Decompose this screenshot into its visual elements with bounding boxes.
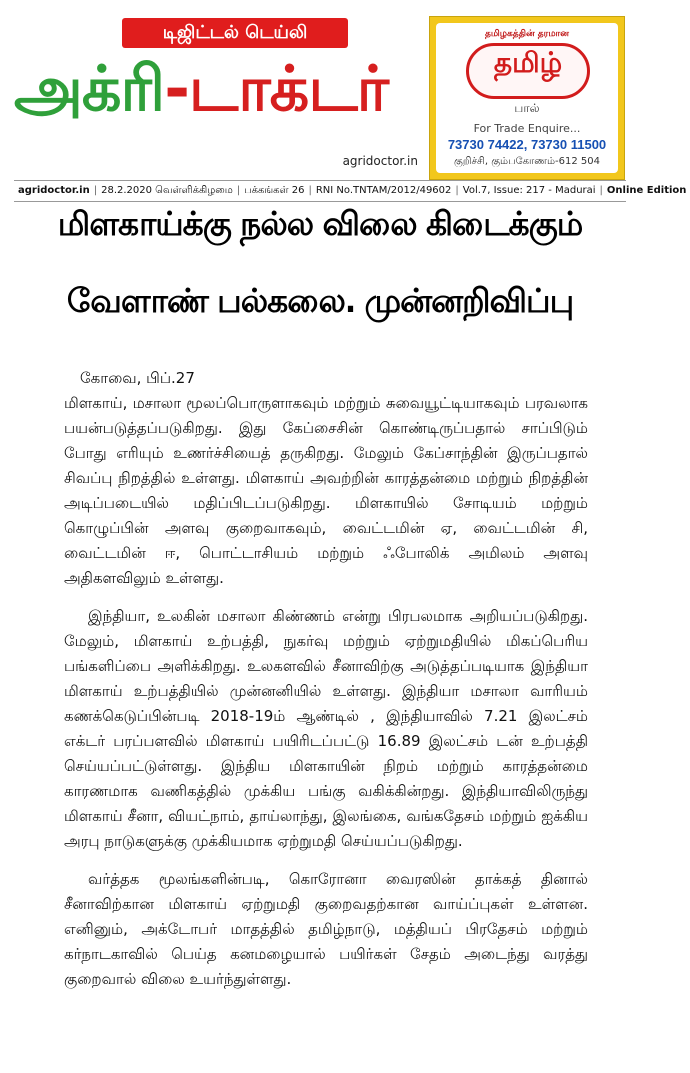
issue-date: 28.2.2020 வெள்ளிக்கிழமை [101, 185, 233, 196]
headline [14, 204, 626, 358]
article-paragraph: இந்தியா, உலகின் மசாலா கிண்ணம் என்று பிரபலமாக அறியப்படுகிறது. மேலும், மிளகாய் உற்பத்தி, நுகர்வு மற்றும் ஏற்றுமதியில் மிகப்பெரிய பங்களிப்பை அளிக்கிறது. உலகளவில் சீனாவிற்கு அடுத்தப்படியாக இந்தியா மிளகாய் உற்பத்தியில் முன்னனியில் உள்ளது. இந்தியா மசாலா வாரியம் கணக்கெடுப்பின்படி 2018-19ம் ஆண்டில் , இந்தியாவில் 7.21 இலட்சம் எக்டர் பரப்பளவில் மிளகாய் பயிரிடப்பட்டு 16.89 இலட்சம் டன் உற்பத்தி செய்யப்பட்டுள்ளது. இந்திய மிளகாயின் நிறம் மற்றும் காரத்தன்மை காரணமாக வணிகத்தில் முக்கிய பங்கு வகிக்கின்றது. இந்தியாவிலிருந்து மிளகாய் சீனா, வியட்நாம், தாய்லாந்து, இலங்கை, வங்கதேசம் மற்றும் ஐக்கிய அரபு நாடுகளுக்கு முக்கியமாக ஏற்றுமதி செய்யப்படுகிறது. [64, 607, 588, 850]
article-dateline: கோவை, பிப்.27 [80, 369, 195, 387]
brand-logo-part1: அக்ரி [14, 52, 165, 125]
advertisement-panel [436, 23, 618, 173]
strip-site: agridoctor.in [18, 185, 90, 196]
ad-product: பால் [514, 101, 540, 115]
rni-number: RNI No.TNTAM/2012/49602 [315, 185, 452, 196]
volume-issue: Vol.7, Issue: 217 - Madurai [462, 185, 596, 196]
article-paragraph: வர்த்தக மூலங்களின்படி, கொரோனா வைரஸின் தாக்கத் தினால் சீனாவிற்கான மிளகாய் ஏற்றுமதி குறைவதற்கான வாய்ப்புகள் உள்ளன. எனினும், அக்டோபர் மாதத்தில் தமிழ்நாடு, மத்தியப் பிரதேசம் மற்றும் கர்நாடகாவில் பெய்த கனமழையால் பயிர்கள் சேதம் அடைந்து வரத்து குறைவால் விலை உயர்ந்துள்ளது. [64, 870, 588, 988]
edition-label: Online Edition [606, 185, 687, 196]
strip-separator: | [236, 185, 241, 196]
ad-phone-numbers: 73730 74422, 73730 11500 [447, 137, 607, 152]
masthead [14, 14, 422, 179]
advertisement [429, 16, 625, 180]
ad-slogan: தமிழகத்தின் தரமான [484, 29, 569, 39]
article-paragraph: மிளகாய், மசாலா மூலப்பொருளாகவும் மற்றும் சுவையூட்டியாகவும் பரவலாக பயன்படுத்தப்படுகிறது. இது கேப்சைசின் கொண்டிருப்பதால் சாப்பிடும் போது எரியும் உணர்ச்சியைத் தருகிறது. மேலும் கேப்சாந்தின் இருப்பதால் சிவப்பு நிறத்தில் உள்ளது. மிளகாய் அவற்றின் காரத்தன்மை மற்றும் நிறத்தின் அடிப்படையில் மதிப்பிடப்படுகிறது. மிளகாயில் சோடியம் மற்றும் கொழுப்பின் அளவு குறைவாகவும், வைட்டமின் ஏ, வைட்டமின் சி, வைட்டமின் ஈ, பொட்டாசியம் மற்றும் ஃபோலிக் அமிலம் அளவு அதிகளவிலும் உள்ளது. [64, 394, 588, 587]
strip-separator: | [599, 185, 603, 196]
headline-line-2: வேளாண் பல்கலை. முன்னறிவிப்பு [66, 281, 574, 320]
ad-brand-logo: தமிழ் [466, 43, 590, 99]
page-count: பக்கங்கள் 26 [244, 185, 305, 196]
ad-enquire: For Trade Enquire... [473, 122, 581, 135]
issue-info-strip [14, 180, 687, 202]
headline-line-1: மிளகாய்க்கு நல்ல விலை கிடைக்கும் [57, 204, 583, 243]
masthead-tagline: டிஜிட்டல் டெய்லி [122, 18, 348, 48]
article-body [64, 366, 588, 1066]
masthead-site: agridoctor.in [342, 154, 418, 168]
strip-separator: | [455, 185, 459, 196]
brand-logo [14, 52, 422, 150]
strip-separator: | [93, 185, 98, 196]
brand-logo-part2: -டாக்டர் [164, 52, 389, 125]
ad-address: குறிச்சி, கும்பகோணம்-612 504 [454, 156, 600, 167]
strip-separator: | [308, 185, 312, 196]
